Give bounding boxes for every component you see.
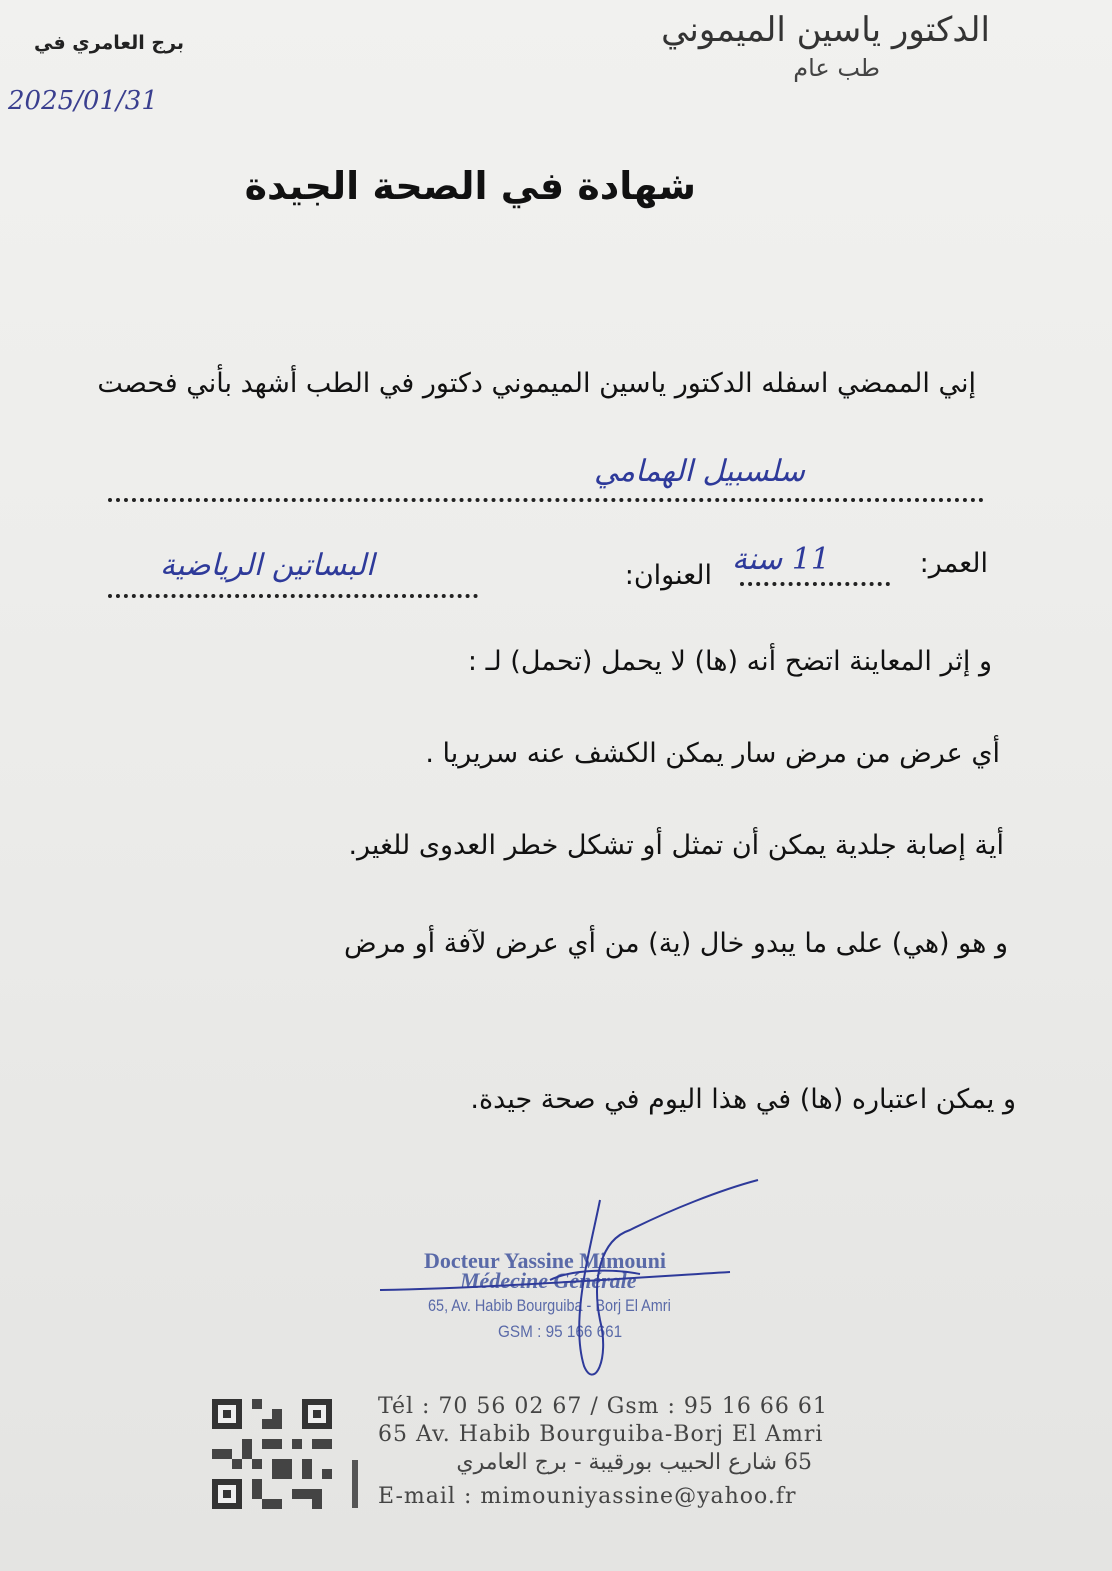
address-label: العنوان: bbox=[624, 560, 712, 591]
issue-place: برج العامري في bbox=[34, 32, 185, 54]
stamp-address: 65, Av. Habib Bourguiba - Borj El Amri bbox=[428, 1296, 671, 1315]
issue-date: 2025/01/31 bbox=[8, 86, 158, 116]
intro-line: إني الممضي اسفله الدكتور ياسين الميموني دكتور في الطب أشهد بأني فحصت bbox=[97, 368, 976, 399]
conclusion-line: و يمكن اعتباره (ها) في هذا اليوم في صحة جيدة. bbox=[470, 1084, 1016, 1115]
no-skin-lesion-line: أية إصابة جلدية يمكن أن تمثل أو تشكل خطر العدوى للغير. bbox=[348, 830, 1004, 861]
signature bbox=[370, 1170, 770, 1390]
letterhead-doctor-name: الدكتور ياسين الميموني bbox=[661, 10, 990, 50]
footer-email: E-mail : mimouniyassine@yahoo.fr bbox=[378, 1484, 797, 1509]
address-dotted-line bbox=[108, 590, 478, 598]
footer-phones: Tél : 70 56 02 67 / Gsm : 95 16 66 61 bbox=[378, 1394, 828, 1419]
free-of-disease-line: و هو (هي) على ما يبدو خال (ية) من أي عرض لآفة أو مرض bbox=[344, 928, 1008, 959]
footer-address-fr: 65 Av. Habib Bourguiba-Borj El Amri bbox=[378, 1422, 824, 1447]
stamp-specialty: Médecine Générale bbox=[460, 1268, 637, 1293]
address-value: البساتين الرياضية bbox=[160, 548, 375, 583]
patient-name: سلسبيل الهمامي bbox=[594, 454, 806, 489]
footer-divider bbox=[352, 1460, 358, 1508]
letterhead-specialty: طب عام bbox=[793, 54, 880, 82]
certificate-title: شهادة في الصحة الجيدة bbox=[244, 164, 696, 208]
no-disease-line: أي عرض من مرض سار يمكن الكشف عنه سريريا . bbox=[425, 738, 1000, 769]
age-dotted-line bbox=[740, 578, 890, 586]
stamp-doctor-name: Docteur Yassine Mimouni bbox=[424, 1248, 666, 1273]
exam-result-line: و إثر المعاينة اتضح أنه (ها) لا يحمل (تحمل) لـ : bbox=[467, 646, 992, 677]
patient-name-dotted-line bbox=[108, 494, 984, 502]
age-value: 11 سنة bbox=[732, 542, 830, 577]
age-label: العمر: bbox=[919, 548, 988, 579]
qr-code bbox=[212, 1398, 332, 1510]
footer-address-ar: 65 شارع الحبيب بورقيبة - برج العامري bbox=[456, 1450, 812, 1475]
stamp-gsm: GSM : 95 166 661 bbox=[498, 1322, 623, 1341]
